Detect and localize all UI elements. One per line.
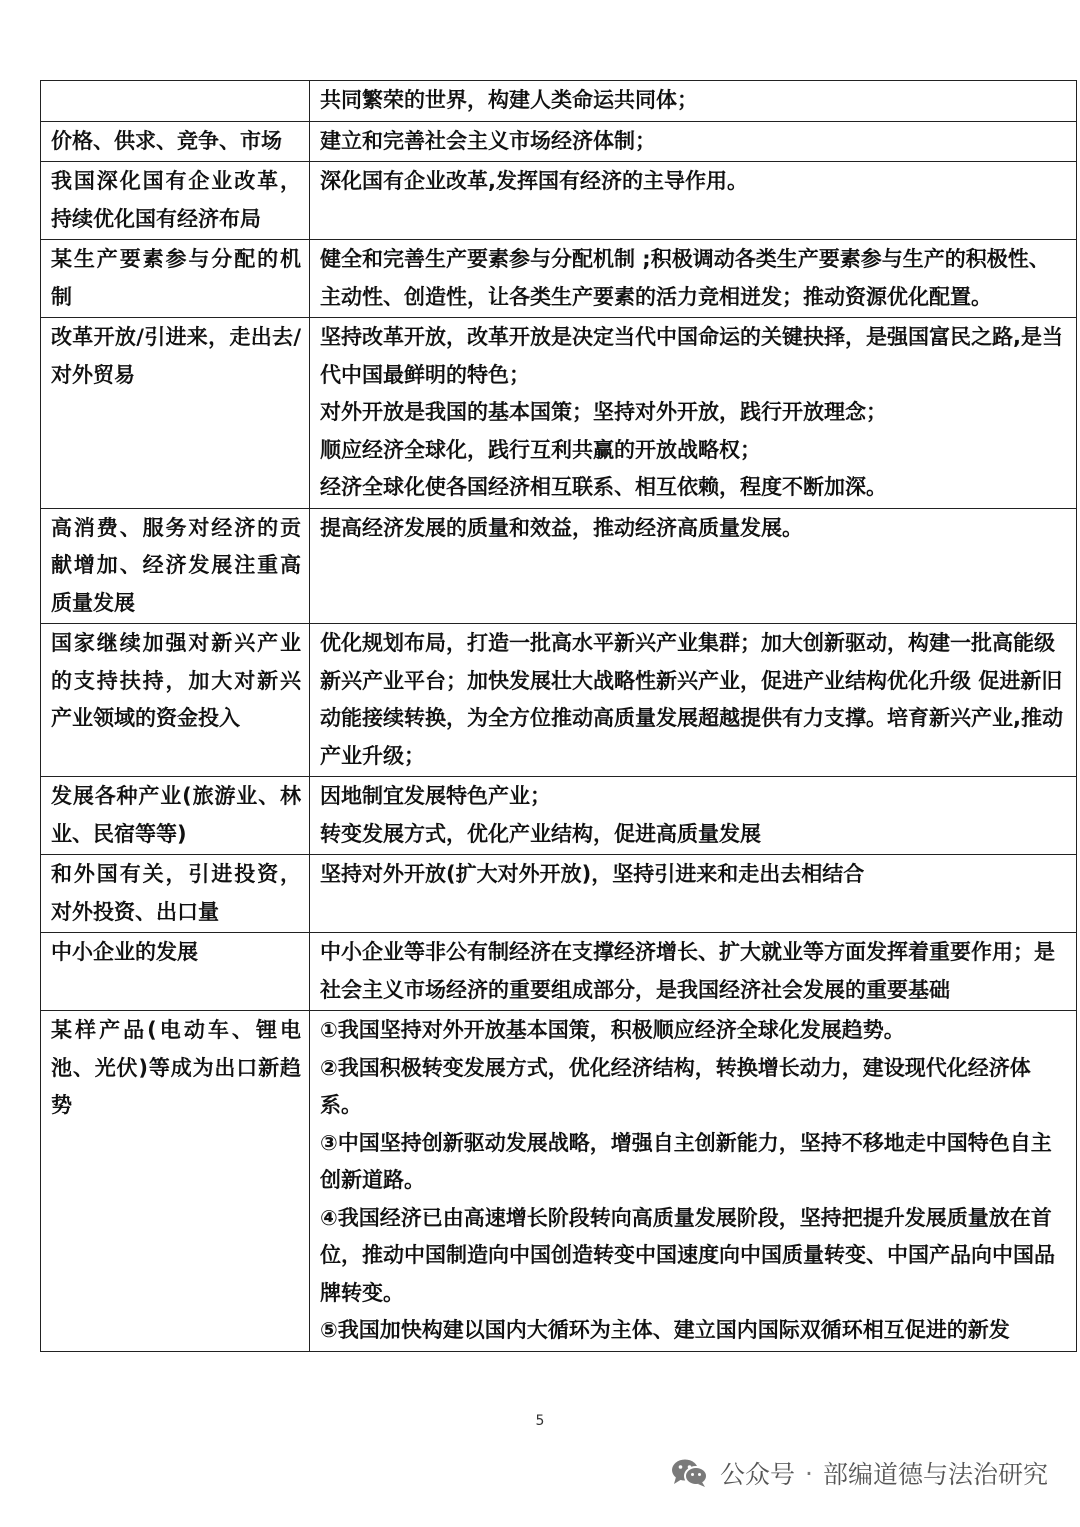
answer-cell — [310, 1011, 1077, 1352]
answer-cell — [310, 240, 1077, 318]
answer-cell — [310, 933, 1077, 1011]
page-number: 5 — [535, 1413, 545, 1429]
topic-cell: 和外国有关，引进投资，对外投资、出口量 — [41, 855, 310, 933]
table-row — [41, 121, 1077, 162]
answer-line: ⑤我国加快构建以国内大循环为主体、建立国内国际双循环相互促进的新发 — [320, 1318, 1010, 1342]
wechat-icon — [670, 1457, 710, 1489]
answer-line: ④我国经济已由高速增长阶段转向高质量发展阶段，坚持把提升发展质量放在首位，推动中国制造向中国创造转变中国速度向中国质量转变、中国产品向中国品牌转变。 — [320, 1205, 1055, 1305]
answer-cell — [310, 855, 1077, 933]
answer-line: ②我国积极转变发展方式，优化经济结构，转换增长动力，建设现代化经济体系。 — [320, 1055, 1031, 1117]
answer-line: 坚持对外开放(扩大对外开放)，坚持引进来和走出去相结合 — [320, 862, 865, 886]
answer-line: 优化规划布局，打造一批高水平新兴产业集群；加大创新驱动，构建一批高能级新兴产业平台；加快发展壮大战略性新兴产业，促进产业结构优化升级 促进新旧动能接续转换，为全方位推动高质量发展超越提供有力支撑。培育新兴产业,推动产业升级； — [320, 631, 1063, 768]
answer-cell — [310, 162, 1077, 240]
answer-line: ③中国坚持创新驱动发展战略，增强自主创新能力，坚持不移地走中国特色自主创新道路。 — [320, 1130, 1052, 1192]
table-row — [41, 162, 1077, 240]
wechat-watermark — [670, 1455, 1048, 1491]
topic-cell: 国家继续加强对新兴产业的支持扶持，加大对新兴产业领域的资金投入 — [41, 624, 310, 777]
table-row — [41, 933, 1077, 1011]
answer-line: 经济全球化使各国经济相互联系、相互依赖，程度不断加深。 — [320, 475, 887, 499]
answer-line: 对外开放是我国的基本国策；坚持对外开放，践行开放理念； — [320, 400, 887, 424]
table-row — [41, 240, 1077, 318]
answer-line: 转变发展方式，优化产业结构，促进高质量发展 — [320, 821, 761, 846]
table-row — [41, 318, 1077, 509]
table-row — [41, 855, 1077, 933]
answer-line: 深化国有企业改革,发挥国有经济的主导作用。 — [320, 169, 748, 193]
topic-cell: 某样产品(电动车、锂电池、光伏)等成为出口新趋势 — [41, 1011, 310, 1352]
answer-cell — [310, 121, 1077, 162]
answer-cell — [310, 624, 1077, 777]
topic-cell: 价格、供求、竞争、市场 — [41, 121, 310, 162]
table-row — [41, 81, 1077, 122]
answer-line: 坚持改革开放，改革开放是决定当代中国命运的关键抉择，是强国富民之路,是当代中国最鲜明的特色； — [320, 325, 1063, 387]
table-row — [41, 777, 1077, 855]
topic-answer-table — [40, 80, 1077, 1352]
table-row — [41, 624, 1077, 777]
topic-cell: 发展各种产业(旅游业、林业、民宿等等) — [41, 777, 310, 855]
answer-line: 提高经济发展的质量和效益，推动经济高质量发展。 — [320, 515, 803, 540]
table-row — [41, 1011, 1077, 1352]
watermark-label: 公众号 — [720, 1460, 796, 1489]
answer-line: 健全和完善生产要素参与分配机制 ;积极调动各类生产要素参与生产的积极性、主动性、创造性，让各类生产要素的活力竞相迸发；推动资源优化配置。 — [320, 247, 1050, 309]
answer-line: 顺应经济全球化，践行互利共赢的开放战略权； — [320, 437, 761, 462]
answer-line: ①我国坚持对外开放基本国策，积极顺应经济全球化发展趋势。 — [320, 1018, 905, 1042]
topic-cell: 高消费、服务对经济的贡献增加、经济发展注重高质量发展 — [41, 508, 310, 624]
answer-cell — [310, 777, 1077, 855]
topic-cell: 改革开放/引进来，走出去/对外贸易 — [41, 318, 310, 509]
table-body — [41, 81, 1077, 1352]
table-row — [41, 508, 1077, 624]
answer-line: 共同繁荣的世界，构建人类命运共同体； — [320, 88, 698, 112]
answer-line: 中小企业等非公有制经济在支撑经济增长、扩大就业等方面发挥着重要作用；是社会主义市场经济的重要组成部分，是我国经济社会发展的重要基础 — [320, 940, 1055, 1002]
answer-line: 因地制宜发展特色产业； — [320, 784, 551, 808]
answer-cell — [310, 508, 1077, 624]
topic-cell: 我国深化国有企业改革，持续优化国有经济布局 — [41, 162, 310, 240]
answer-line: 建立和完善社会主义市场经济体制； — [320, 128, 656, 153]
topic-cell: 某生产要素参与分配的机制 — [41, 240, 310, 318]
answer-cell — [310, 81, 1077, 122]
topic-cell — [41, 81, 310, 122]
topic-cell: 中小企业的发展 — [41, 933, 310, 1011]
document-page — [40, 80, 1063, 1352]
watermark-separator: · — [805, 1458, 813, 1488]
watermark-account: 部编道德与法治研究 — [822, 1460, 1048, 1489]
answer-cell — [310, 318, 1077, 509]
